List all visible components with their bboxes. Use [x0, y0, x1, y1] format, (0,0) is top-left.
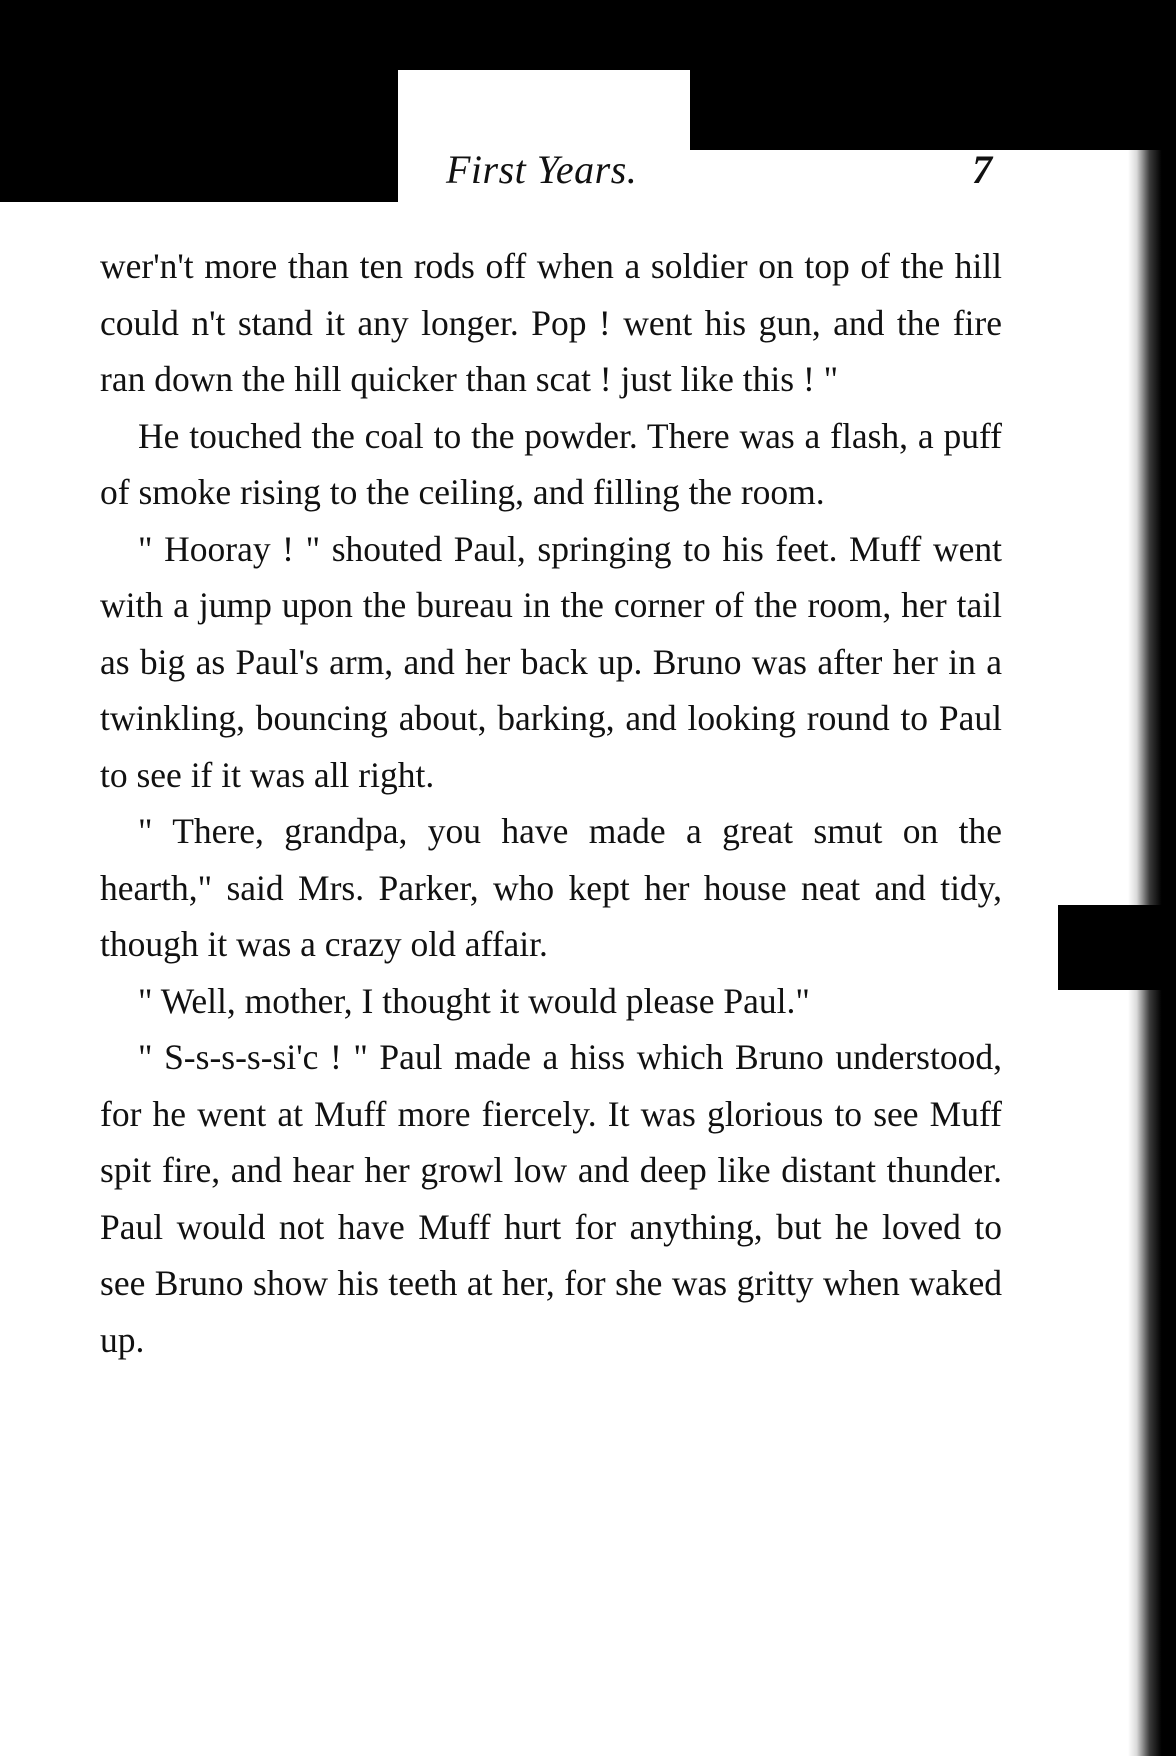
body-text	[100, 238, 1002, 1368]
paragraph: " S-s-s-s-si'c ! " Paul made a hiss which Bruno understood, for he went at Muff more fiercely. It was glorious to see Muff spit fire, and hear her growl low and deep like distant thunder. Paul would not have Muff hurt for anything, but he loved to see Bruno show his teeth at her, for she was gritty when waked up.	[100, 1037, 1002, 1360]
paragraph: " There, grandpa, you have made a great smut on the hearth," said Mrs. Parker, who kept her house neat and tidy, though it was a crazy old affair.	[100, 811, 1002, 964]
paragraph: " Well, mother, I thought it would please Paul."	[138, 980, 810, 1021]
paragraph-continued: wer'n't more than ten rods off when a soldier on top of the hill could n't stand it any longer. Pop ! went his gun, and the fire ran down the hill quicker than scat ! just like this ! "	[100, 246, 1002, 399]
page-number: 7	[972, 147, 992, 192]
running-title: First Years.	[446, 147, 638, 192]
paragraph: He touched the coal to the powder. There was a flash, a puff of smoke rising to the ceiling, and filling the room.	[100, 415, 1002, 512]
running-head	[0, 146, 1176, 206]
paragraph: " Hooray ! " shouted Paul, springing to his feet. Muff went with a jump upon the bureau in the corner of the room, her tail as big as Paul's arm, and her back up. Bruno was after her in a twinkling, bouncing about, barking, and looking round to Paul to see if it was all right.	[100, 528, 1002, 795]
